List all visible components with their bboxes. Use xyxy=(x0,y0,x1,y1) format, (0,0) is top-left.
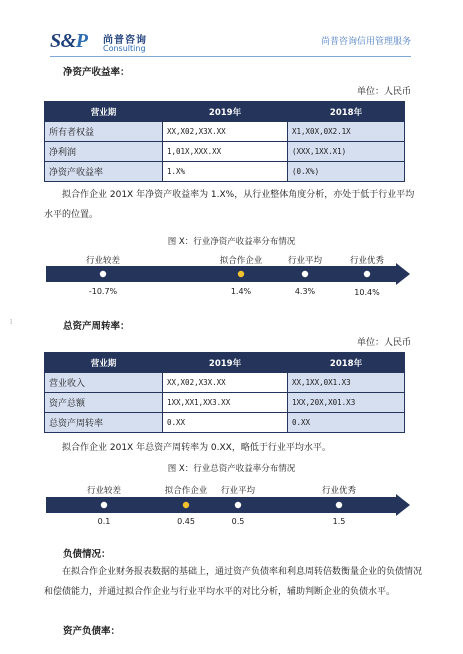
section-heading-debt: 负债情况： xyxy=(63,549,111,560)
table-cell: 净资产收益率 xyxy=(45,162,163,182)
table-cell: 1XX,XX1,XX3.XX xyxy=(163,393,288,413)
table-cell: XX,X02,X3X.XX xyxy=(163,122,288,142)
header-service-title: 尚普咨询信用管理服务 xyxy=(320,37,411,47)
timeline-label: 行业平均 xyxy=(287,256,323,266)
timeline-value: 0.45 xyxy=(177,517,195,526)
company-logo xyxy=(50,30,87,53)
roe-figure-caption: 图 X：行业净资产收益率分布情况 xyxy=(167,237,296,247)
timeline-label: 行业较差 xyxy=(86,486,122,496)
column-header: 2018年 xyxy=(288,102,405,122)
margin-cursor-mark: ⁞ xyxy=(10,318,13,326)
timeline-value: -10.7% xyxy=(88,287,118,296)
roe-timeline-bar xyxy=(46,263,410,289)
timeline-dot-highlight xyxy=(238,271,244,277)
column-header: 2019年 xyxy=(163,102,288,122)
timeline-value: 0.1 xyxy=(97,517,111,526)
timeline-value: 0.5 xyxy=(231,517,245,526)
section-heading-asset-turnover: 总资产周转率： xyxy=(63,321,130,332)
table-cell: 净利润 xyxy=(45,142,163,162)
timeline-dot xyxy=(101,502,107,508)
unit-label: 单位：人民币 xyxy=(356,338,411,348)
column-header: 2019年 xyxy=(163,353,288,373)
timeline-value: 1.4% xyxy=(230,287,252,296)
timeline-label: 拟合作企业 xyxy=(164,486,208,496)
timeline-value: 1.5 xyxy=(332,517,346,526)
table-row xyxy=(45,162,405,182)
table-cell: 总资产周转率 xyxy=(45,413,163,433)
table-cell: (0.X%) xyxy=(288,162,405,182)
table-cell: 1,01X,XXX.XX xyxy=(163,142,288,162)
logo-english-name: Consulting xyxy=(103,44,146,53)
logo-mark-b: P xyxy=(75,30,88,52)
section-heading-roe: 净资产收益率： xyxy=(63,67,130,78)
table-cell: 0.XX xyxy=(163,413,288,433)
section-heading-debt-ratio: 资产负债率： xyxy=(63,626,121,637)
timeline-dot xyxy=(235,502,241,508)
timeline-label: 行业较差 xyxy=(85,256,121,266)
column-header: 2018年 xyxy=(288,353,405,373)
timeline-arrow xyxy=(46,263,410,285)
table-header-row xyxy=(45,102,405,122)
table-cell: 资产总额 xyxy=(45,393,163,413)
table-row xyxy=(45,413,405,433)
timeline-value: 10.4% xyxy=(354,288,380,297)
table-row xyxy=(45,142,405,162)
asset-turnover-paragraph: 拟合作企业 201X 年总资产周转率为 0.XX，略低于行业平均水平。 xyxy=(62,443,331,453)
table-cell: XX,X02,X3X.XX xyxy=(163,373,288,393)
column-header: 营业期 xyxy=(45,102,163,122)
table-cell: 0.XX xyxy=(288,413,405,433)
timeline-dot xyxy=(364,271,370,277)
timeline-label: 行业优秀 xyxy=(349,256,385,266)
table-cell: XX,1XX,0X1.X3 xyxy=(288,373,405,393)
table-cell: (XXX,1XX.X1) xyxy=(288,142,405,162)
logo-chinese-name: 尚普咨询 xyxy=(103,35,147,46)
timeline-dot xyxy=(302,271,308,277)
timeline-label: 行业优秀 xyxy=(321,486,357,496)
logo-mark-a: S& xyxy=(50,30,76,52)
table-cell: 所有者权益 xyxy=(45,122,163,142)
table-cell: 营业收入 xyxy=(45,373,163,393)
timeline-dot xyxy=(100,271,106,277)
header-divider xyxy=(50,56,411,57)
roe-analysis-paragraph: 拟合作企业 201X 年净资产收益率为 1.X%，从行业整体角度分析，亦处于低于行业平均水平的位置。 xyxy=(44,190,415,220)
column-header: 营业期 xyxy=(45,353,163,373)
asset-turnover-table xyxy=(44,352,405,433)
table-row xyxy=(45,393,405,413)
timeline-label: 拟合作企业 xyxy=(219,256,263,266)
table-cell: 1.X% xyxy=(163,162,288,182)
debt-analysis-paragraph: 在拟合作企业财务报表数据的基础上，通过资产负债率和利息周转倍数衡量企业的负债情况和偿债能力，并通过拟合作企业与行业平均水平的对比分析，辅助判断企业的负债水平。 xyxy=(44,567,423,597)
table-header-row xyxy=(45,353,405,373)
timeline-dot-highlight xyxy=(183,502,189,508)
timeline-dot xyxy=(336,502,342,508)
table-row xyxy=(45,373,405,393)
page-header xyxy=(0,0,463,56)
timeline-value: 4.3% xyxy=(294,287,316,296)
timeline-label: 行业平均 xyxy=(220,486,256,496)
table-cell: X1,X0X,0X2.1X xyxy=(288,122,405,142)
table-cell: 1XX,20X,X01.X3 xyxy=(288,393,405,413)
timeline-arrow xyxy=(46,494,410,516)
unit-label: 单位：人民币 xyxy=(356,87,411,97)
asset-turnover-figure-caption: 图 X：行业总资产收益率分布情况 xyxy=(167,464,296,474)
table-row xyxy=(45,122,405,142)
roe-table xyxy=(44,101,405,182)
